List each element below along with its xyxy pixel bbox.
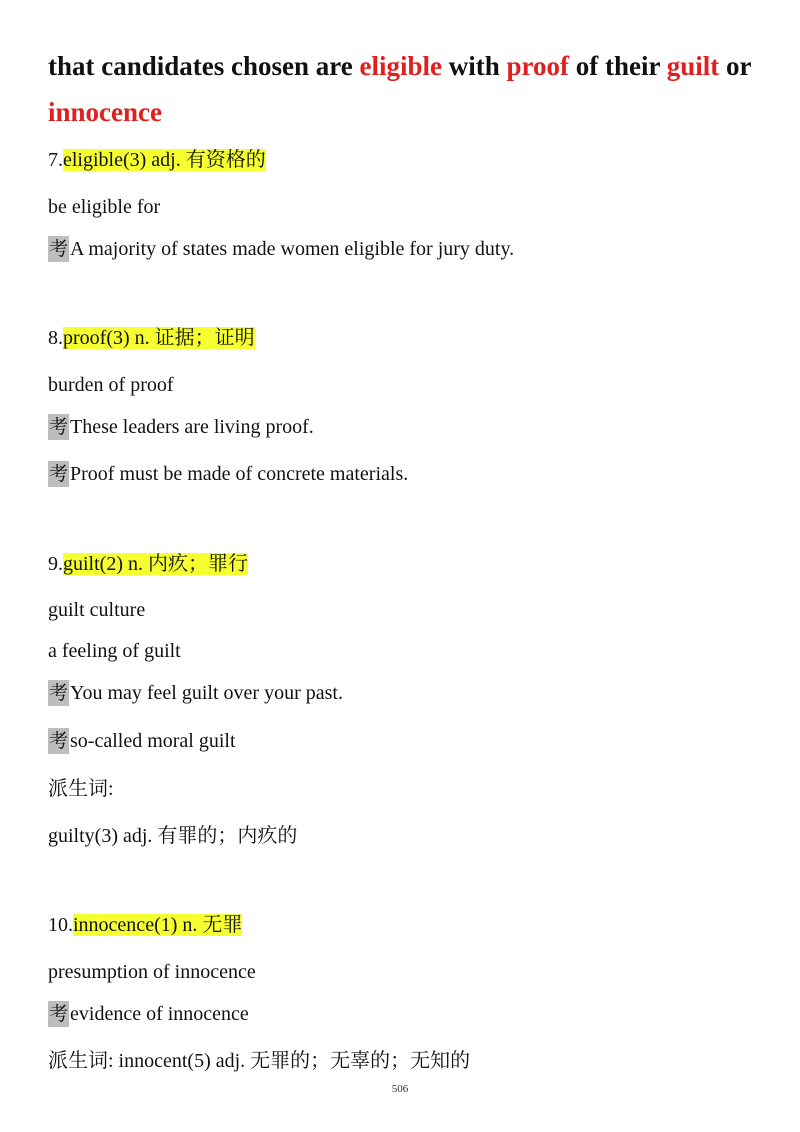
example-text: You may feel guilt over your past. [70, 682, 343, 704]
entry-number: 8. [48, 327, 63, 349]
exam-mark-icon: 考 [49, 238, 69, 260]
example-text: Proof must be made of concrete materials. [70, 463, 409, 485]
entry-headword: innocence(1) n. 无罪 [73, 914, 243, 936]
entry-headword: eligible(3) adj. 有资格的 [63, 149, 266, 171]
entry-9-derivative-label: 派生词: [48, 778, 114, 800]
entry-headword: proof(3) n. 证据；证明 [63, 327, 255, 349]
entry-number: 7. [48, 149, 63, 171]
entry-number: 10. [48, 914, 73, 936]
example-text: evidence of innocence [70, 1003, 249, 1025]
page-number: 506 [391, 1083, 409, 1095]
entry-9-phrase-2: a feeling of guilt [48, 640, 181, 662]
entry-8-example-1 [48, 414, 314, 440]
entry-10-phrase: presumption of innocence [48, 961, 256, 983]
keyword-guilt: guilt [666, 51, 720, 81]
heading-text: that candidates chosen are [48, 51, 360, 81]
keyword-eligible: eligible [359, 51, 443, 81]
entry-8-phrase: burden of proof [48, 374, 174, 396]
exam-mark-icon: 考 [49, 1003, 69, 1025]
entry-10-derivative: 派生词: innocent(5) adj. 无罪的；无辜的；无知的 [48, 1050, 471, 1072]
heading-text: of their [569, 51, 667, 81]
entry-10-heading [48, 912, 242, 938]
example-text: These leaders are living proof. [70, 416, 314, 438]
exam-mark-icon: 考 [49, 463, 69, 485]
exam-mark-icon: 考 [49, 682, 69, 704]
entry-10-example [48, 1001, 249, 1027]
heading-text: or [719, 51, 752, 81]
heading-text: with [442, 51, 507, 81]
entry-7-heading [48, 147, 266, 173]
entry-9-derivative: guilty(3) adj. 有罪的；内疚的 [48, 825, 298, 847]
exam-mark-icon: 考 [49, 730, 69, 752]
example-text: A majority of states made women eligible for jury duty. [70, 238, 515, 260]
example-text: so-called moral guilt [70, 730, 236, 752]
entry-9-example-1 [48, 680, 343, 706]
entry-9-phrase-1: guilt culture [48, 599, 146, 621]
keyword-proof: proof [506, 51, 570, 81]
entry-8-example-2 [48, 461, 408, 487]
entry-9-example-2 [48, 728, 236, 754]
entry-number: 9. [48, 553, 63, 575]
heading-line-1 [48, 49, 752, 83]
keyword-innocence: innocence [48, 97, 162, 127]
entry-7-phrase: be eligible for [48, 196, 161, 218]
entry-7-example [48, 236, 514, 262]
entry-headword: guilt(2) n. 内疚；罪行 [63, 553, 248, 575]
entry-9-heading [48, 551, 248, 577]
exam-mark-icon: 考 [49, 416, 69, 438]
entry-8-heading [48, 325, 255, 351]
